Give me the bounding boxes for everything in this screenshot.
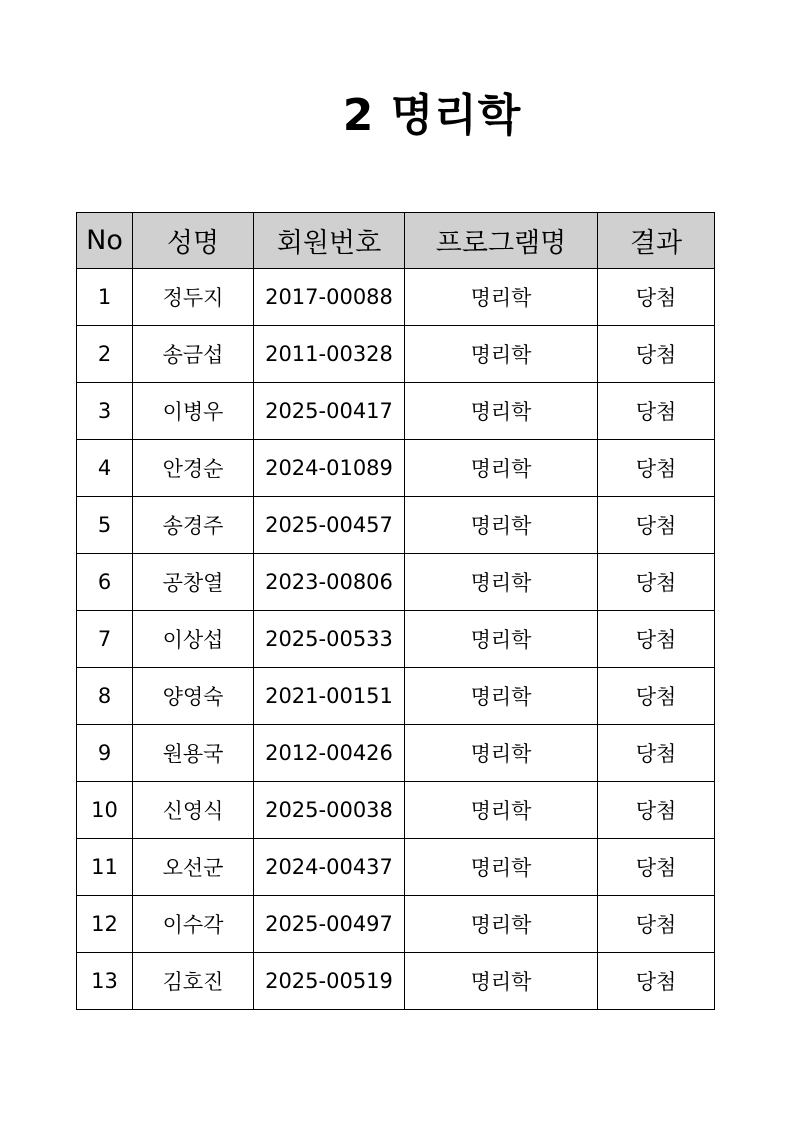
table-row [77, 611, 715, 668]
table-body [77, 269, 715, 1010]
cell-member-id: 2017-00088 [254, 269, 405, 326]
cell-no: 1 [77, 269, 133, 326]
cell-name: 이수각 [133, 896, 254, 953]
cell-result: 당첨 [598, 668, 715, 725]
cell-member-id: 2025-00457 [254, 497, 405, 554]
cell-member-id: 2021-00151 [254, 668, 405, 725]
table-row [77, 839, 715, 896]
header-result: 결과 [598, 213, 715, 269]
table-row [77, 953, 715, 1010]
cell-result: 당첨 [598, 782, 715, 839]
cell-member-id: 2025-00533 [254, 611, 405, 668]
table-row [77, 554, 715, 611]
cell-name: 원용국 [133, 725, 254, 782]
cell-name: 송금섭 [133, 326, 254, 383]
cell-member-id: 2025-00497 [254, 896, 405, 953]
cell-no: 9 [77, 725, 133, 782]
cell-program: 명리학 [405, 497, 598, 554]
cell-result: 당첨 [598, 611, 715, 668]
cell-name: 김호진 [133, 953, 254, 1010]
cell-member-id: 2024-00437 [254, 839, 405, 896]
header-program: 프로그램명 [405, 213, 598, 269]
cell-no: 2 [77, 326, 133, 383]
cell-no: 4 [77, 440, 133, 497]
results-table [76, 212, 715, 1010]
cell-member-id: 2012-00426 [254, 725, 405, 782]
cell-name: 이상섭 [133, 611, 254, 668]
cell-name: 정두지 [133, 269, 254, 326]
cell-name: 안경순 [133, 440, 254, 497]
cell-result: 당첨 [598, 497, 715, 554]
cell-result: 당첨 [598, 326, 715, 383]
cell-program: 명리학 [405, 611, 598, 668]
cell-program: 명리학 [405, 725, 598, 782]
cell-program: 명리학 [405, 554, 598, 611]
cell-name: 양영숙 [133, 668, 254, 725]
table-row [77, 440, 715, 497]
cell-result: 당첨 [598, 896, 715, 953]
table-row [77, 383, 715, 440]
cell-no: 11 [77, 839, 133, 896]
table-row [77, 497, 715, 554]
cell-result: 당첨 [598, 440, 715, 497]
header-member-id: 회원번호 [254, 213, 405, 269]
cell-no: 5 [77, 497, 133, 554]
cell-no: 3 [77, 383, 133, 440]
table-row [77, 326, 715, 383]
table-row [77, 896, 715, 953]
cell-name: 송경주 [133, 497, 254, 554]
cell-program: 명리학 [405, 953, 598, 1010]
cell-member-id: 2025-00038 [254, 782, 405, 839]
cell-no: 8 [77, 668, 133, 725]
cell-member-id: 2025-00519 [254, 953, 405, 1010]
table-header-row [77, 213, 715, 269]
cell-name: 오선군 [133, 839, 254, 896]
cell-no: 6 [77, 554, 133, 611]
page-title: 2 명리학 [342, 90, 522, 141]
header-name: 성명 [133, 213, 254, 269]
cell-result: 당첨 [598, 554, 715, 611]
cell-result: 당첨 [598, 839, 715, 896]
cell-member-id: 2023-00806 [254, 554, 405, 611]
cell-program: 명리학 [405, 896, 598, 953]
cell-member-id: 2011-00328 [254, 326, 405, 383]
table-row [77, 269, 715, 326]
cell-program: 명리학 [405, 440, 598, 497]
table-row [77, 782, 715, 839]
cell-member-id: 2025-00417 [254, 383, 405, 440]
cell-no: 10 [77, 782, 133, 839]
cell-result: 당첨 [598, 269, 715, 326]
cell-program: 명리학 [405, 326, 598, 383]
header-no: No [77, 213, 133, 269]
cell-program: 명리학 [405, 383, 598, 440]
cell-no: 12 [77, 896, 133, 953]
cell-name: 공창열 [133, 554, 254, 611]
cell-program: 명리학 [405, 668, 598, 725]
table-row [77, 668, 715, 725]
cell-no: 13 [77, 953, 133, 1010]
cell-name: 이병우 [133, 383, 254, 440]
cell-result: 당첨 [598, 725, 715, 782]
cell-name: 신영식 [133, 782, 254, 839]
cell-program: 명리학 [405, 269, 598, 326]
cell-program: 명리학 [405, 839, 598, 896]
cell-member-id: 2024-01089 [254, 440, 405, 497]
cell-result: 당첨 [598, 953, 715, 1010]
cell-result: 당첨 [598, 383, 715, 440]
cell-program: 명리학 [405, 782, 598, 839]
table-row [77, 725, 715, 782]
cell-no: 7 [77, 611, 133, 668]
